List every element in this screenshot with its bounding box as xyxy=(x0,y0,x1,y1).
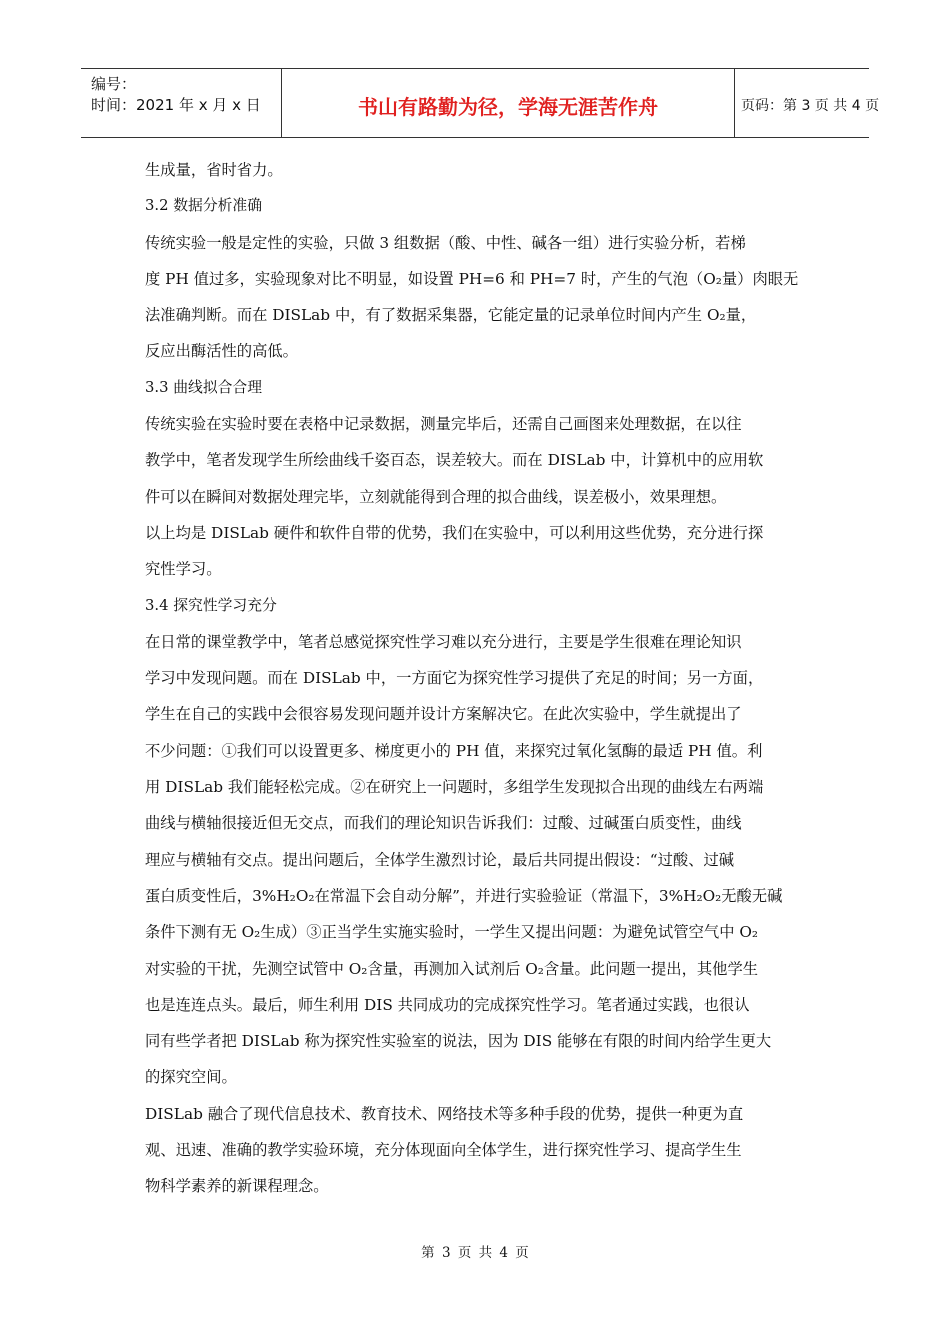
body-line: 教学中，笔者发现学生所绘曲线千姿百态，误差较大。而在 DISLab 中，计算机中的应用软 xyxy=(145,451,764,470)
header-right-cell xyxy=(733,69,880,137)
body-line: 反应出酶活性的高低。 xyxy=(145,342,298,361)
body-line: 蛋白质变性后，3%H₂O₂在常温下会自动分解”，并进行实验验证（常温下，3%H₂O₂无酸无碱 xyxy=(145,886,783,905)
body-line: 传统实验在实验时要在表格中记录数据，测量完毕后，还需自己画图来处理数据，在以往 xyxy=(145,415,742,434)
body-line: 用 DISLab 我们能轻松完成。②在研究上一问题时，多组学生发现拟合出现的曲线左右两端 xyxy=(145,778,764,797)
document-date-label: 时间：2021 年 x 月 x 日 xyxy=(91,96,261,114)
body-line: 物科学素养的新课程理念。 xyxy=(145,1177,329,1196)
body-line: 学习中发现问题。而在 DISLab 中，一方面它为探究性学习提供了充足的时间；另一方面， xyxy=(145,669,764,688)
section-heading: 3.2 数据分析准确 xyxy=(145,197,263,215)
document-body xyxy=(145,152,825,1205)
body-line: 度 PH 值过多，实验现象对比不明显，如设置 PH=6 和 PH=7 时，产生的气泡（O₂量）肉眼无 xyxy=(145,269,799,288)
body-line: 究性学习。 xyxy=(145,560,222,579)
header-page-info: 页码：第 3 页 共 4 页 xyxy=(741,98,880,114)
body-line: 学生在自己的实践中会很容易发现问题并设计方案解决它。在此次实验中，学生就提出了 xyxy=(145,705,742,724)
body-line: 对实验的干扰，先测空试管中 O₂含量，再测加入试剂后 O₂含量。此问题一提出，其他学生 xyxy=(145,959,759,978)
page-footer: 第 3 页 共 4 页 xyxy=(421,1245,529,1261)
body-line: 以上均是 DISLab 硬件和软件自带的优势，我们在实验中，可以利用这些优势，充分进行探 xyxy=(145,523,764,542)
section-heading: 3.3 曲线拟合合理 xyxy=(145,378,263,396)
body-line: 生成量，省时省力。 xyxy=(145,161,283,179)
header-motto: 书山有路勤为径，学海无涯苦作舟 xyxy=(358,95,658,119)
body-line: DISLab 融合了现代信息技术、教育技术、网络技术等多种手段的优势，提供一种更为直 xyxy=(145,1104,744,1123)
body-line: 在日常的课堂教学中，笔者总感觉探究性学习难以充分进行，主要是学生很难在理论知识 xyxy=(145,632,742,651)
page-header xyxy=(81,68,880,138)
header-motto-cell xyxy=(281,69,735,137)
body-line: 条件下测有无 O₂生成）③正当学生实施实验时，一学生又提出问题：为避免试管空气中 O₂ xyxy=(145,923,759,942)
document-number-label: 编号： xyxy=(91,75,137,93)
body-line: 法准确判断。而在 DISLab 中，有了数据采集器，它能定量的记录单位时间内产生 O₂量， xyxy=(145,306,757,325)
body-line: 传统实验一般是定性的实验，只做 3 组数据（酸、中性、碱各一组）进行实验分析，若梯 xyxy=(145,233,746,252)
body-line: 曲线与横轴很接近但无交点，而我们的理论知识告诉我们：过酸、过碱蛋白质变性，曲线 xyxy=(145,814,742,833)
body-line: 理应与横轴有交点。提出问题后，全体学生激烈讨论，最后共同提出假设：“过酸、过碱 xyxy=(145,850,735,869)
body-line: 观、迅速、准确的教学实验环境，充分体现面向全体学生，进行探究性学习、提高学生生 xyxy=(145,1141,742,1160)
body-line: 件可以在瞬间对数据处理完毕，立刻就能得到合理的拟合曲线，误差极小，效果理想。 xyxy=(145,487,727,506)
section-heading: 3.4 探究性学习充分 xyxy=(145,596,277,614)
body-line: 不少问题：①我们可以设置更多、梯度更小的 PH 值，来探究过氧化氢酶的最适 PH 值。利 xyxy=(145,741,763,760)
body-line: 同有些学者把 DISLab 称为探究性实验室的说法，因为 DIS 能够在有限的时间内给学生更大 xyxy=(145,1032,772,1051)
body-line: 也是连连点头。最后，师生利用 DIS 共同成功的完成探究性学习。笔者通过实践，也很认 xyxy=(145,995,750,1014)
body-line: 的探究空间。 xyxy=(145,1068,237,1087)
header-left-cell xyxy=(81,69,281,137)
